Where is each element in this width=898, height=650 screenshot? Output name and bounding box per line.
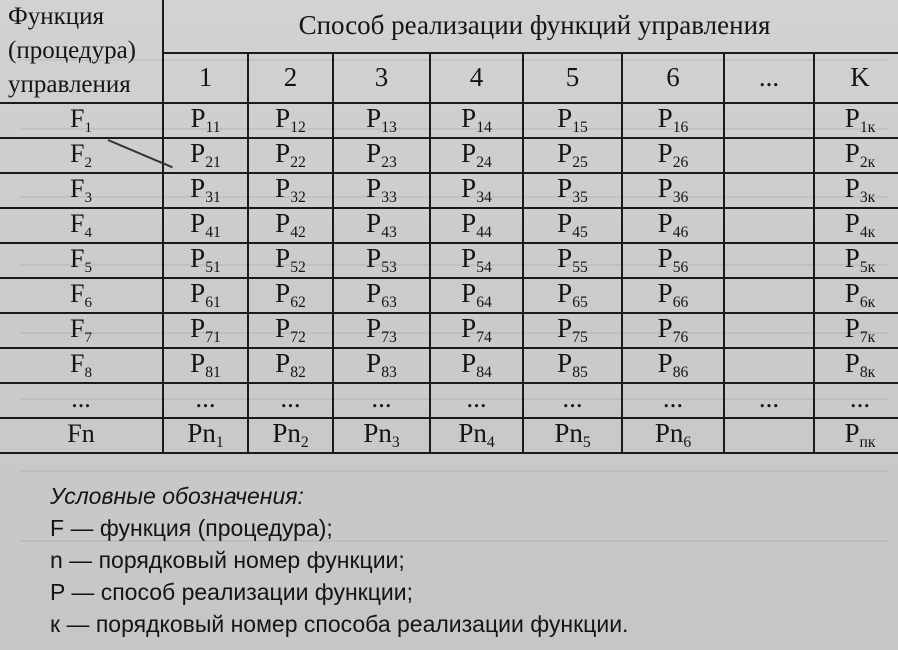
method-symbol: P <box>844 103 860 134</box>
method-symbol: P <box>366 208 382 239</box>
method-symbol: P <box>461 208 477 239</box>
method-index: 65 <box>572 294 588 312</box>
method-cell <box>523 208 622 243</box>
method-cell <box>814 383 898 418</box>
method-cell <box>163 208 248 243</box>
method-number-header: 2 <box>248 53 333 103</box>
method-index: 54 <box>476 259 492 277</box>
method-cell <box>430 278 523 313</box>
method-cell <box>523 383 622 418</box>
function-symbol: ... <box>71 383 91 413</box>
method-symbol: Pn <box>458 418 487 449</box>
method-cell <box>248 383 333 418</box>
method-number-header: 5 <box>523 53 622 103</box>
function-symbol: F <box>69 173 85 203</box>
method-symbol: P <box>366 313 382 344</box>
method-symbol: P <box>275 348 291 379</box>
method-index: 3к <box>859 189 876 207</box>
method-index: 36 <box>672 189 689 207</box>
function-symbol: F <box>69 138 85 168</box>
method-index: 2 <box>300 434 309 452</box>
function-cell <box>0 278 163 313</box>
method-cell <box>622 138 724 173</box>
method-index: 44 <box>476 224 492 242</box>
method-symbol: P <box>844 418 860 449</box>
method-number-header: 6 <box>622 53 724 103</box>
method-symbol: ... <box>849 383 871 414</box>
function-index: 5 <box>84 259 92 276</box>
method-cell <box>430 383 523 418</box>
method-index: 31 <box>205 189 221 207</box>
function-symbol: F <box>69 243 85 273</box>
method-symbol: P <box>844 313 860 344</box>
method-cell <box>724 103 814 138</box>
method-index: 8к <box>859 364 876 382</box>
function-cell <box>0 243 163 278</box>
table-row <box>0 173 898 208</box>
method-cell <box>333 173 430 208</box>
function-cell <box>0 103 163 138</box>
table-row <box>0 383 898 418</box>
method-symbol: ... <box>562 383 583 414</box>
method-cell <box>814 348 898 383</box>
matrix-body <box>0 103 898 453</box>
function-index: 3 <box>84 189 92 206</box>
method-cell <box>523 138 622 173</box>
method-index: 41 <box>205 224 221 242</box>
method-cell <box>248 243 333 278</box>
method-cell <box>622 418 724 453</box>
method-cell <box>333 418 430 453</box>
method-symbol: P <box>461 278 477 309</box>
method-index: 3 <box>391 434 400 452</box>
function-symbol: Fn <box>67 418 95 448</box>
method-cell <box>724 208 814 243</box>
method-cell <box>814 138 898 173</box>
function-index: 1 <box>84 119 92 136</box>
method-symbol: P <box>461 313 477 344</box>
method-symbol: P <box>657 208 673 239</box>
method-index: 35 <box>572 189 588 207</box>
method-number-header: 3 <box>333 53 430 103</box>
method-symbol: P <box>657 243 673 274</box>
method-index: 2к <box>859 154 876 172</box>
method-cell <box>333 348 430 383</box>
method-cell <box>814 418 898 453</box>
method-cell <box>163 313 248 348</box>
method-index: 73 <box>381 329 397 347</box>
function-cell <box>0 313 163 348</box>
method-index: 13 <box>381 119 397 137</box>
method-cell <box>814 103 898 138</box>
method-symbol: P <box>461 243 477 274</box>
method-index: 1к <box>859 119 876 137</box>
method-index: 53 <box>381 259 397 277</box>
method-cell <box>333 278 430 313</box>
method-symbol: ... <box>758 383 780 414</box>
method-symbol: P <box>844 348 860 379</box>
method-cell <box>523 103 622 138</box>
table-row <box>0 138 898 173</box>
method-symbol: P <box>275 278 291 309</box>
method-symbol: P <box>844 173 860 204</box>
method-cell <box>814 278 898 313</box>
method-symbol: P <box>557 208 573 239</box>
method-number-header: 4 <box>430 53 523 103</box>
method-cell <box>523 418 622 453</box>
method-symbol: P <box>557 313 573 344</box>
method-index: 83 <box>381 364 397 382</box>
function-index: 4 <box>84 224 92 241</box>
method-cell <box>430 348 523 383</box>
method-index: 32 <box>290 189 306 207</box>
table-row <box>0 103 898 138</box>
function-index: 8 <box>84 364 92 381</box>
method-index: 5к <box>859 259 876 277</box>
method-symbol: P <box>366 173 382 204</box>
method-cell <box>333 103 430 138</box>
method-number-header: 1 <box>163 53 248 103</box>
method-index: 62 <box>290 294 306 312</box>
method-cell <box>333 243 430 278</box>
method-cell <box>622 103 724 138</box>
method-symbol: P <box>366 243 382 274</box>
method-symbol: P <box>844 243 860 274</box>
table-row <box>0 208 898 243</box>
table-row <box>0 243 898 278</box>
method-symbol: P <box>275 173 291 204</box>
method-index: 85 <box>572 364 588 382</box>
method-cell <box>163 348 248 383</box>
method-cell <box>430 313 523 348</box>
method-index: 15 <box>572 119 588 137</box>
method-index: 21 <box>205 154 221 172</box>
table-row <box>0 313 898 348</box>
method-index: 34 <box>476 189 492 207</box>
method-cell <box>724 243 814 278</box>
method-index: 24 <box>476 154 492 172</box>
method-symbol: P <box>557 138 573 169</box>
method-cell <box>163 138 248 173</box>
legend-item: P — способ реализации функции; <box>50 579 413 605</box>
method-symbol: P <box>461 173 477 204</box>
method-cell <box>814 208 898 243</box>
method-cell <box>163 383 248 418</box>
method-symbol: P <box>190 243 206 274</box>
method-index: 61 <box>205 294 221 312</box>
method-index: 56 <box>672 259 689 277</box>
function-column-header <box>0 0 163 103</box>
method-symbol: ... <box>466 383 487 414</box>
method-cell <box>430 173 523 208</box>
method-index: 14 <box>476 119 492 137</box>
method-index: 16 <box>672 119 689 137</box>
method-cell <box>430 243 523 278</box>
function-symbol: F <box>69 313 85 343</box>
method-number-header: ... <box>724 53 814 103</box>
method-symbol: P <box>657 278 673 309</box>
method-symbol: P <box>366 278 382 309</box>
method-index: 4 <box>486 434 495 452</box>
method-symbol: ... <box>662 383 684 414</box>
method-cell <box>430 138 523 173</box>
method-index: 33 <box>381 189 397 207</box>
method-index: 11 <box>205 119 221 137</box>
method-index: 6к <box>859 294 876 312</box>
method-cell <box>248 313 333 348</box>
method-cell <box>622 243 724 278</box>
method-symbol: P <box>557 243 573 274</box>
method-cell <box>163 418 248 453</box>
method-symbol: P <box>275 138 291 169</box>
function-symbol: F <box>69 103 85 133</box>
method-index: 64 <box>476 294 492 312</box>
function-index: 6 <box>84 294 92 311</box>
function-symbol: F <box>69 208 85 238</box>
function-cell <box>0 418 163 453</box>
method-symbol: P <box>275 313 291 344</box>
legend-title: Условные обозначения: <box>50 483 304 509</box>
method-symbol: P <box>657 138 673 169</box>
method-cell <box>622 348 724 383</box>
method-cell <box>724 383 814 418</box>
method-index: 76 <box>672 329 689 347</box>
method-symbol: P <box>190 348 206 379</box>
method-index: 66 <box>672 294 689 312</box>
method-cell <box>430 103 523 138</box>
method-symbol: Pn <box>554 418 583 449</box>
method-symbol: P <box>190 208 206 239</box>
method-symbol: P <box>461 138 477 169</box>
function-index: 7 <box>84 329 92 346</box>
method-cell <box>333 383 430 418</box>
method-cell <box>724 138 814 173</box>
method-cell <box>163 173 248 208</box>
method-symbol: P <box>190 278 206 309</box>
method-cell <box>248 348 333 383</box>
method-cell <box>724 348 814 383</box>
method-cell <box>333 138 430 173</box>
method-index: 63 <box>381 294 397 312</box>
method-symbol: P <box>275 103 291 134</box>
method-symbol: Pn <box>187 418 216 449</box>
method-cell <box>163 243 248 278</box>
legend-item: F — функция (процедура); <box>50 515 333 541</box>
method-index: 75 <box>572 329 588 347</box>
function-symbol: F <box>69 348 85 378</box>
function-header-line-3: управления <box>8 71 131 98</box>
method-symbol: P <box>275 243 291 274</box>
method-symbol: P <box>366 103 382 134</box>
function-cell <box>0 138 163 173</box>
method-index: 26 <box>672 154 689 172</box>
method-symbol: P <box>190 103 206 134</box>
method-symbol: P <box>461 348 477 379</box>
method-symbol: P <box>366 348 382 379</box>
method-index: 74 <box>476 329 492 347</box>
legend-item: n — порядковый номер функции; <box>50 547 405 573</box>
method-index: пк <box>859 434 876 452</box>
method-cell <box>163 278 248 313</box>
method-index: 7к <box>859 329 876 347</box>
function-cell <box>0 383 163 418</box>
method-cell <box>622 173 724 208</box>
method-index: 84 <box>476 364 492 382</box>
method-cell <box>814 313 898 348</box>
method-cell <box>814 243 898 278</box>
function-symbol: F <box>69 278 85 308</box>
method-symbol: P <box>657 348 673 379</box>
method-cell <box>724 278 814 313</box>
method-symbol: P <box>366 138 382 169</box>
function-header-line-1: Функция <box>8 3 105 30</box>
method-index: 22 <box>290 154 306 172</box>
method-symbol: ... <box>371 383 392 414</box>
method-index: 43 <box>381 224 397 242</box>
method-symbol: P <box>657 173 673 204</box>
method-group-header: Способ реализации функций управления <box>163 0 898 53</box>
function-cell <box>0 173 163 208</box>
function-header-line-2: (процедура) <box>8 37 136 64</box>
method-cell <box>430 208 523 243</box>
method-symbol: P <box>190 138 206 169</box>
method-cell <box>622 208 724 243</box>
method-index: 52 <box>290 259 306 277</box>
method-cell <box>814 173 898 208</box>
legend-item: к — порядковый номер способа реализации функции. <box>50 611 629 637</box>
method-number-header: K <box>814 53 898 103</box>
method-index: 4к <box>859 224 876 242</box>
method-index: 6 <box>683 434 692 452</box>
method-index: 1 <box>215 434 224 452</box>
method-index: 25 <box>572 154 588 172</box>
method-index: 81 <box>205 364 221 382</box>
method-index: 46 <box>672 224 689 242</box>
method-index: 42 <box>290 224 306 242</box>
method-symbol: P <box>557 348 573 379</box>
method-symbol: P <box>275 208 291 239</box>
table-row <box>0 418 898 453</box>
method-cell <box>333 208 430 243</box>
method-cell <box>622 278 724 313</box>
method-cell <box>523 278 622 313</box>
method-symbol: Pn <box>363 418 392 449</box>
function-index: 2 <box>84 154 92 171</box>
table-row <box>0 278 898 313</box>
method-symbol: P <box>844 278 860 309</box>
legend <box>50 481 890 640</box>
method-index: 82 <box>290 364 306 382</box>
method-index: 45 <box>572 224 588 242</box>
method-cell <box>724 173 814 208</box>
method-index: 72 <box>290 329 306 347</box>
method-cell <box>523 243 622 278</box>
method-symbol: ... <box>195 383 216 414</box>
method-index: 55 <box>572 259 588 277</box>
method-symbol: P <box>461 103 477 134</box>
method-index: 86 <box>672 364 689 382</box>
method-cell <box>248 418 333 453</box>
method-cell <box>248 138 333 173</box>
method-symbol: P <box>844 138 860 169</box>
method-index: 5 <box>582 434 591 452</box>
function-cell <box>0 208 163 243</box>
method-symbol: P <box>844 208 860 239</box>
method-cell <box>523 313 622 348</box>
method-index: 12 <box>290 119 306 137</box>
method-index: 23 <box>381 154 397 172</box>
method-symbol: Pn <box>654 418 684 449</box>
method-index: 51 <box>205 259 221 277</box>
method-symbol: Pn <box>272 418 301 449</box>
method-cell <box>248 208 333 243</box>
method-symbol: P <box>190 313 206 344</box>
method-cell <box>248 173 333 208</box>
method-cell <box>333 313 430 348</box>
method-cell <box>724 418 814 453</box>
method-symbol: P <box>657 103 673 134</box>
method-symbol: P <box>190 173 206 204</box>
method-symbol: P <box>557 103 573 134</box>
method-symbol: ... <box>280 383 301 414</box>
function-cell <box>0 348 163 383</box>
method-symbol: P <box>657 313 673 344</box>
method-cell <box>622 313 724 348</box>
method-cell <box>430 418 523 453</box>
method-symbol: P <box>557 278 573 309</box>
table-row <box>0 348 898 383</box>
method-cell <box>724 313 814 348</box>
method-index: 71 <box>205 329 221 347</box>
method-symbol: P <box>557 173 573 204</box>
method-cell <box>248 103 333 138</box>
method-cell <box>523 348 622 383</box>
method-cell <box>622 383 724 418</box>
method-cell <box>248 278 333 313</box>
method-cell <box>163 103 248 138</box>
method-cell <box>523 173 622 208</box>
